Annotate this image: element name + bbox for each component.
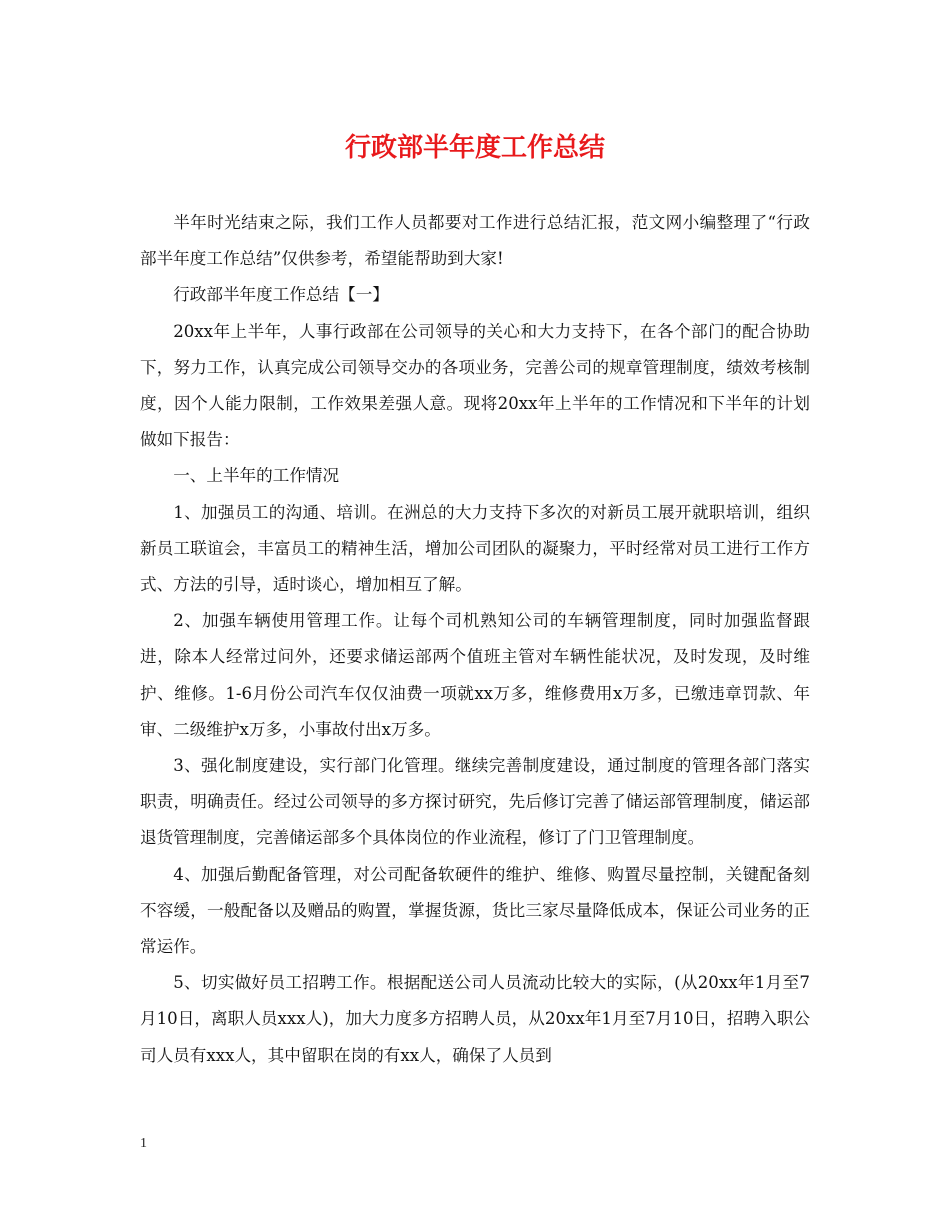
paragraph-item-1: 1、加强员工的沟通、培训。在洲总的大力支持下多次的对新员工展开就职培训，组织新员工联谊会，丰富员工的精神生活，增加公司团队的凝聚力，平时经常对员工进行工作方式、方法的引导，适时谈心，增加相互了解。 [140,502,810,595]
page-number: 1 [140,1136,147,1151]
paragraph-item-5: 5、切实做好员工招聘工作。根据配送公司人员流动比较大的实际，(从20xx年1月至7月10日，离职人员xxx人)，加大力度多方招聘人员，从20xx年1月至7月10日，招聘入职公司人员有xxx人，其中留职在岗的有xx人，确保了人员到 [140,973,810,1065]
paragraph-item-3: 3、强化制度建设，实行部门化管理。继续完善制度建设，通过制度的管理各部门落实职责，明确责任。经过公司领导的多方探讨研究，先后修订完善了储运部管理制度，储运部退货管理制度，完善储运部多个具体岗位的作业流程，修订了门卫管理制度。 [140,756,810,848]
paragraph-item-4: 4、加强后勤配备管理，对公司配备软硬件的维护、维修、购置尽量控制，关键配备刻不容缓，一般配备以及赠品的购置，掌握货源，货比三家尽量降低成本，保证公司业务的正常运作。 [140,864,810,957]
document-title: 行政部半年度工作总结 [344,133,605,163]
paragraph-overview: 20xx年上半年，人事行政部在公司领导的关心和大力支持下，在各个部门的配合协助下，努力工作，认真完成公司领导交办的各项业务，完善公司的规章管理制度，绩效考核制度，因个人能力限制，工作效果差强人意。现将20xx年上半年的工作情况和下半年的计划做如下报告： [140,321,810,450]
document-body [140,205,810,1074]
section-heading-part-one: 行政部半年度工作总结【一】 [173,285,389,305]
section-heading-first-half: 一、上半年的工作情况 [173,466,340,486]
paragraph-item-2: 2、加强车辆使用管理工作。让每个司机熟知公司的车辆管理制度，同时加强监督跟进，除本人经常过问外，还要求储运部两个值班主管对车辆性能状况，及时发现，及时维护、维修。1-6月份公司汽车仅仅油费一项就xx万多，维修费用x万多，已缴违章罚款、年审、二级维护x万多，小事故付出x万多。 [140,611,810,739]
paragraph-intro: 半年时光结束之际，我们工作人员都要对工作进行总结汇报，范文网小编整理了“行政部半年度工作总结”仅供参考，希望能帮助到大家! [140,213,810,269]
